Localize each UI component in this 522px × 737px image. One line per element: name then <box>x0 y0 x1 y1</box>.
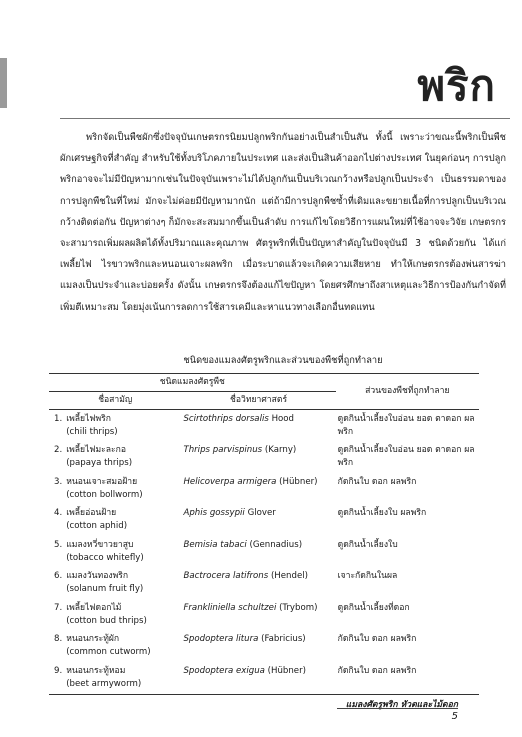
damaged-part-cell: ดูดกินน้ำเลี้ยงใบ ผลพริก <box>337 508 427 518</box>
damaged-part-cell: กัดกินใบ ดอก ผลพริก <box>337 476 417 487</box>
footer-book-title: แมลงศัตรูพริก หัวตและไม้ดอก <box>345 700 458 710</box>
author-name: Hood <box>271 413 294 424</box>
author-name: (Gennadius) <box>249 539 303 550</box>
row-number: 8. <box>53 634 63 644</box>
english-name: (common cutworm) <box>66 647 151 657</box>
common-name-cell <box>64 410 181 442</box>
scientific-name: Helicoverpa armigera <box>183 476 277 487</box>
damaged-part-cell: ดูดกินน้ำเลี้ยงใบ <box>337 539 398 550</box>
scientific-name-cell <box>181 631 335 663</box>
table-row <box>49 442 479 474</box>
scientific-name-cell <box>181 410 335 442</box>
scientific-name: Scirtothrips dorsalis <box>183 413 269 424</box>
row-number: 5. <box>53 539 63 550</box>
author-name: (Hübner) <box>279 476 318 487</box>
table-row <box>49 631 479 663</box>
author-name: (Hübner) <box>267 665 306 676</box>
scientific-name: Bactrocera latifrons <box>183 571 269 581</box>
english-name: (beet armyworm) <box>66 678 142 689</box>
english-name: (cotton bollworm) <box>66 489 143 500</box>
scientific-name: Frankliniella schultzei <box>183 602 277 613</box>
table-row <box>49 662 479 694</box>
author-name: (Karny) <box>264 445 297 455</box>
common-name-cell <box>64 442 181 474</box>
scientific-name-header: ชื่อวิทยาศาสตร์ <box>181 392 335 410</box>
row-number: 6. <box>53 571 63 581</box>
group-header: ชนิดแมลงศัตรูพืช <box>49 374 336 392</box>
side-tab-marker <box>0 58 7 108</box>
table-row <box>49 473 479 505</box>
pest-table-body <box>49 410 479 695</box>
author-name: (Trybom) <box>279 602 318 613</box>
scientific-name-cell <box>181 662 335 694</box>
scientific-name-cell <box>181 536 335 568</box>
row-number: 3. <box>53 476 63 487</box>
table-row <box>49 599 479 631</box>
row-number: 7. <box>53 602 63 613</box>
damaged-part-cell: ดูดกินน้ำเลี้ยงใบอ่อน ยอด ตาดอก ผลพริก <box>337 445 475 468</box>
scientific-name-cell <box>181 505 335 537</box>
thai-name: เพลี้ยไฟดอกไม้ <box>66 602 122 613</box>
thai-name: เพลี้ยอ่อนฝ้าย <box>66 508 117 518</box>
author-name: (Hendel) <box>270 571 308 581</box>
scientific-name-cell <box>181 473 335 505</box>
scientific-name: Spodoptera litura <box>183 634 259 644</box>
thai-name: หนอนเจาะสมอฝ้าย <box>66 476 138 487</box>
damaged-part-cell: ดูดกินน้ำเลี้ยงใบอ่อน ยอด ตาดอก ผลพริก <box>337 413 475 437</box>
title-divider <box>60 118 510 119</box>
thai-name: เพลี้ยไฟพริก <box>66 413 111 424</box>
damage-header: ส่วนของพืชที่ถูกทำลาย <box>336 374 479 410</box>
common-name-cell <box>64 599 181 631</box>
common-name-cell <box>64 536 181 568</box>
damaged-part-cell: เจาะกัดกินในผล <box>337 571 398 581</box>
scientific-name: Aphis gossypii <box>183 508 245 518</box>
common-name-cell <box>64 473 181 505</box>
scientific-name: Thrips parvispinus <box>183 445 263 455</box>
row-number: 2. <box>53 445 63 455</box>
table-row <box>49 536 479 568</box>
common-name-cell <box>64 568 181 600</box>
scientific-name-cell <box>181 442 335 474</box>
scientific-name: Spodoptera exigua <box>183 665 265 676</box>
scientific-name: Bemisia tabaci <box>183 539 247 550</box>
row-number: 9. <box>49 662 64 694</box>
thai-name: แมลงหวี่ขาวยาสูบ <box>66 539 134 550</box>
scientific-name-cell <box>181 599 335 631</box>
thai-name: หนอนกระทู้ผัก <box>66 634 120 644</box>
author-name: Glover <box>247 508 276 518</box>
common-name-header: ชื่อสามัญ <box>49 392 181 410</box>
thai-name: แมลงวันทองพริก <box>66 571 129 581</box>
common-name-cell <box>64 631 181 663</box>
scientific-name-cell <box>181 568 335 600</box>
intro-paragraph: พริกจัดเป็นพืชผักซึ่งปัจจุบันเกษตรกรนิยมปลูกพริกกันอย่างเป็นสำเป็นสัน ทั้งนี้ เพราะว่าขณะนี้พริกเป็นพืชผักเศรษฐกิจที่สำคัญ สำหรับใช้ทั้งบริโภคภายในประเทศ และส่งเป็นสินค้าออกไปต่างประเทศ ในยุคก่อนๆ การปลูกพริกอาจจะไม่มีปัญหามากเช่นในปัจจุบันเพราะไม่ได้ปลูกกันเป็นบริเวณกว้างหรือปลูกเป็นประจำ เป็นธรรมดาของการปลูกพืชในที่ใหม่ มักจะไม่ค่อยมีปัญหามากนัก แต่ถ้ามีการปลูกพืชซ้ำที่เดิมและขยายเนื้อที่การปลูกเป็นบริเวณกว้างติดต่อกัน ปัญหาต่างๆ ก็มักจะสะสมมากขึ้นเป็นลำดับ การแก้ไขโดยวิธีการแผนใหม่ที่ใช้อาจจะวิจัย เกษตรกรจะสามารถเพิ่มผลผลิตได้ทั้งปริมาณและคุณภาพ ศัตรูพริกที่เป็นปัญหาสำคัญในปัจจุบันมี 3 ชนิดด้วยกัน ได้แก่ เพลี้ยไฟ ไรขาวพริกและหนอนเจาะผลพริก เมื่อระบาดแล้วจะเกิดความเสียหาย ทำให้เกษตรกรต้องพ่นสารฆ่าแมลงเป็นประจำและบ่อยครั้ง ดังนั้น เกษตรกรจึงต้องแก้ไขปัญหา โดยศรศึกษาถึงสาเหตุและวิธีการป้องกันกำจัดที่เพิ่มตีเหมาะสม โดยมุ่งเน้นการลดการใช้สารเคมีและหาแนวทางเลือกอื่นทดแทน <box>60 132 506 313</box>
common-name-cell <box>64 662 181 694</box>
english-name: (cotton bud thrips) <box>66 615 147 626</box>
table-row <box>49 568 479 600</box>
english-name: (chili thrips) <box>66 426 118 437</box>
english-name: (cotton aphid) <box>66 521 128 531</box>
pest-table <box>49 373 479 695</box>
author-name: (Fabricius) <box>261 634 306 644</box>
damaged-part-cell: ดูดกินน้ำเลี้ยงที่ดอก <box>337 602 410 613</box>
table-caption: ชนิดของแมลงศัตรูพริกและส่วนของพืชที่ถูกทำลาย <box>183 355 383 366</box>
page-title: พริก <box>417 61 496 110</box>
english-name: (papaya thrips) <box>66 458 133 468</box>
damaged-part-cell: กัดกินใบ ดอก ผลพริก <box>336 662 479 694</box>
footer-divider <box>337 708 458 709</box>
page-number: 5 <box>451 711 458 722</box>
row-number: 4. <box>53 508 63 518</box>
english-name: (solanum fruit fly) <box>66 584 144 594</box>
table-row <box>49 505 479 537</box>
row-number: 1. <box>53 413 63 424</box>
english-name: (tobacco whitefly) <box>66 552 144 563</box>
thai-name: เพลี้ยไฟมะละกอ <box>66 445 127 455</box>
table-row <box>49 410 479 442</box>
thai-name: หนอนกระทู้หอม <box>66 665 126 676</box>
common-name-cell <box>64 505 181 537</box>
damaged-part-cell: กัดกินใบ ดอก ผลพริก <box>337 634 417 644</box>
